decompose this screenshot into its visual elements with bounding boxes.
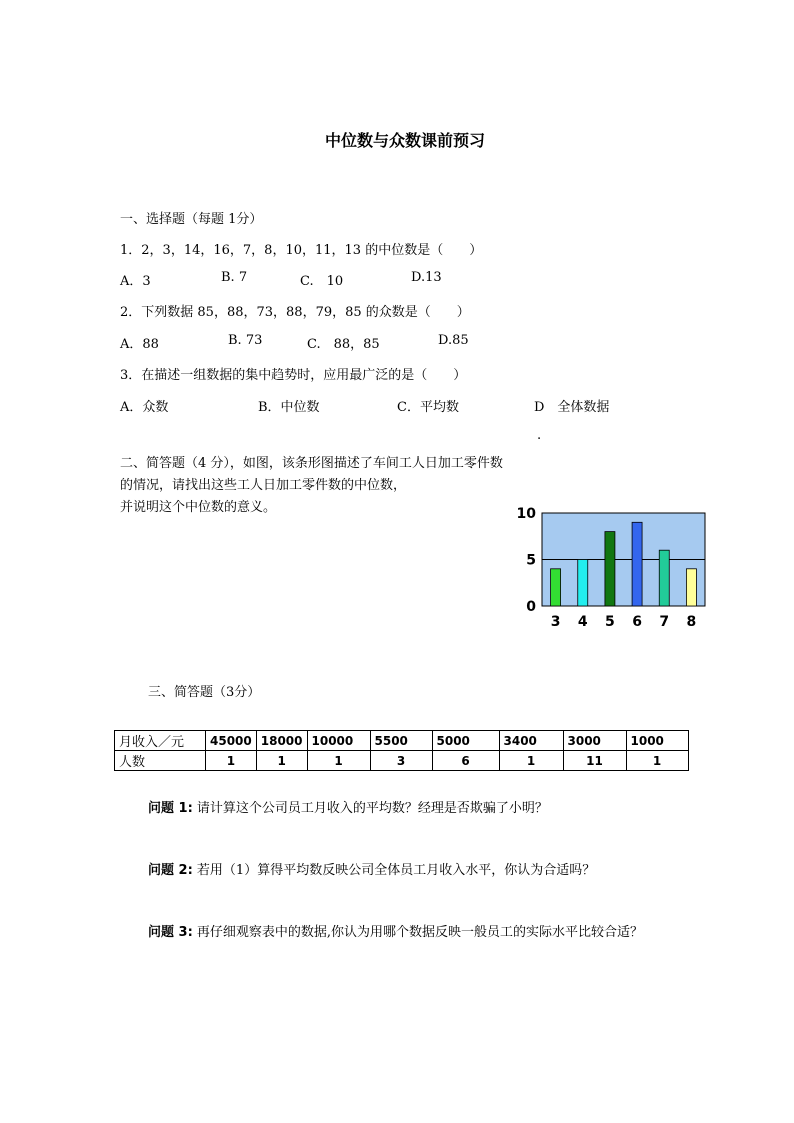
q1-option-b: B. 7 <box>221 270 248 285</box>
bar <box>686 569 696 606</box>
q3-stem: 3．在描述一组数据的集中趋势时，应用最广泛的是（ ） <box>120 368 467 383</box>
q1-stem: 1．2，3，14，16，7，8，10，11，13 的中位数是（ ） <box>120 243 483 258</box>
section3-heading: 三、简答题（3分） <box>148 685 261 700</box>
x-tick-label: 4 <box>577 614 588 630</box>
income-label-cell: 月收入／元 <box>115 731 206 751</box>
count-cell: 11 <box>563 751 626 771</box>
bar <box>551 569 561 606</box>
q2-option-b: B. 73 <box>228 333 263 348</box>
question-2-label: 问题 2: <box>148 863 193 878</box>
count-cell: 6 <box>432 751 499 771</box>
income-cell: 1000 <box>626 731 688 751</box>
count-cell: 1 <box>256 751 307 771</box>
income-table <box>114 730 689 771</box>
table-row-count <box>115 751 689 771</box>
q2-option-a: A．88 <box>120 337 159 352</box>
question-1-text: 请计算这个公司员工月收入的平均数？经理是否欺骗了小明？ <box>196 801 548 816</box>
question-1 <box>148 797 548 816</box>
bar <box>659 550 669 606</box>
income-cell: 10000 <box>307 731 370 751</box>
q2-option-d: D.85 <box>438 333 469 348</box>
income-cell: 3400 <box>499 731 563 751</box>
q1-option-a: A．3 <box>120 274 151 289</box>
q3-option-a: A．众数 <box>120 400 169 415</box>
q3-option-d: D 全体数据 <box>534 400 610 415</box>
bar <box>605 532 615 606</box>
count-cell: 1 <box>499 751 563 771</box>
y-tick-label: 0 <box>526 599 536 615</box>
bar <box>578 560 588 607</box>
q1-option-c: C. 10 <box>300 274 344 289</box>
section2-line3: 并说明这个中位数的意义。 <box>120 500 277 515</box>
q2-option-c: C. 88，85 <box>307 337 380 352</box>
bar <box>632 522 642 606</box>
income-cell: 5000 <box>432 731 499 751</box>
y-tick-label: 5 <box>526 552 536 569</box>
x-tick-label: 5 <box>605 614 615 630</box>
question-3-label: 问题 3: <box>148 925 193 940</box>
section1-heading: 一、选择题（每题 1分） <box>120 212 263 227</box>
income-cell: 45000 <box>206 731 257 751</box>
income-cell: 5500 <box>370 731 432 751</box>
count-label-cell: 人数 <box>115 751 206 771</box>
bar-chart <box>505 505 725 635</box>
q1-option-d: D.13 <box>411 270 442 285</box>
income-cell: 3000 <box>563 731 626 751</box>
q3-option-b: B．中位数 <box>258 400 320 415</box>
table-row-income <box>115 731 689 751</box>
page-title: 中位数与众数课前预习 <box>325 131 486 150</box>
q2-stem: 2．下列数据 85，88，73，88，79，85 的众数是（ ） <box>120 305 470 320</box>
y-tick-label: 10 <box>516 506 536 522</box>
question-3 <box>148 921 643 940</box>
x-tick-label: 3 <box>550 614 561 630</box>
count-cell: 1 <box>307 751 370 771</box>
income-cell: 18000 <box>256 731 307 751</box>
question-3-text: 再仔细观察表中的数据,你认为用哪个数据反映一般员工的实际水平比较合适？ <box>196 925 644 940</box>
x-tick-label: 7 <box>659 614 670 630</box>
count-cell: 1 <box>206 751 257 771</box>
section2-line2: 的情况，请找出这些工人日加工零件数的中位数， <box>120 478 407 493</box>
section2-line1: 二、简答题（4 分），如图，该条形图描述了车间工人日加工零件数 <box>120 456 503 471</box>
question-1-label: 问题 1: <box>148 801 193 816</box>
question-2-text: 若用（1）算得平均数反映公司全体员工月收入水平，你认为合适吗？ <box>196 863 596 878</box>
trailing-dot: . <box>537 428 542 443</box>
count-cell: 1 <box>626 751 688 771</box>
count-cell: 3 <box>370 751 432 771</box>
q3-option-c: C．平均数 <box>397 400 459 415</box>
x-tick-label: 8 <box>686 614 697 630</box>
question-2 <box>148 859 595 878</box>
x-tick-label: 6 <box>632 614 642 630</box>
